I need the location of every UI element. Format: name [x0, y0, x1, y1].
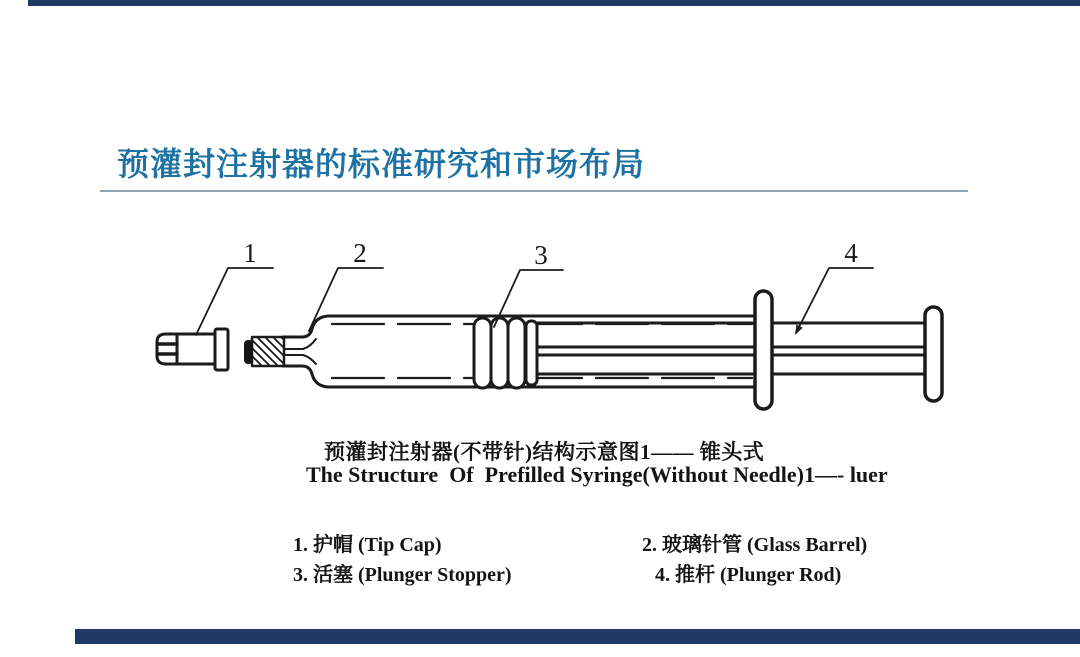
diagram-caption-en: The Structure Of Prefilled Syringe(Without Needle)1—- luer: [306, 462, 888, 487]
callout-4: 4: [844, 238, 858, 268]
legend-item-tip-cap: 1. 护帽 (Tip Cap): [293, 534, 442, 556]
leader-arrowhead: [795, 325, 803, 336]
plunger-stopper: [474, 318, 537, 388]
callout-2: 2: [353, 238, 367, 268]
plunger-rod: [537, 323, 927, 374]
callout-3: 3: [534, 240, 548, 270]
finger-flange: [755, 291, 772, 409]
cone-hatching: [252, 337, 284, 366]
bottom-border-bar: [75, 629, 1080, 644]
callout-1: 1: [243, 238, 257, 268]
legend-item-plunger-stopper: 3. 活塞 (Plunger Stopper): [293, 564, 512, 586]
diagram-caption-zh: 预灌封注射器(不带针)结构示意图1—— 锥头式: [324, 440, 765, 464]
legend-item-plunger-rod: 4. 推杆 (Plunger Rod): [655, 564, 842, 586]
tip-cap: [157, 329, 228, 370]
luer-tip-end: [244, 340, 253, 364]
legend-item-glass-barrel: 2. 玻璃针管 (Glass Barrel): [642, 534, 868, 556]
page-title: 预灌封注射器的标准研究和市场布局: [117, 146, 646, 182]
thumb-rest: [925, 307, 942, 401]
